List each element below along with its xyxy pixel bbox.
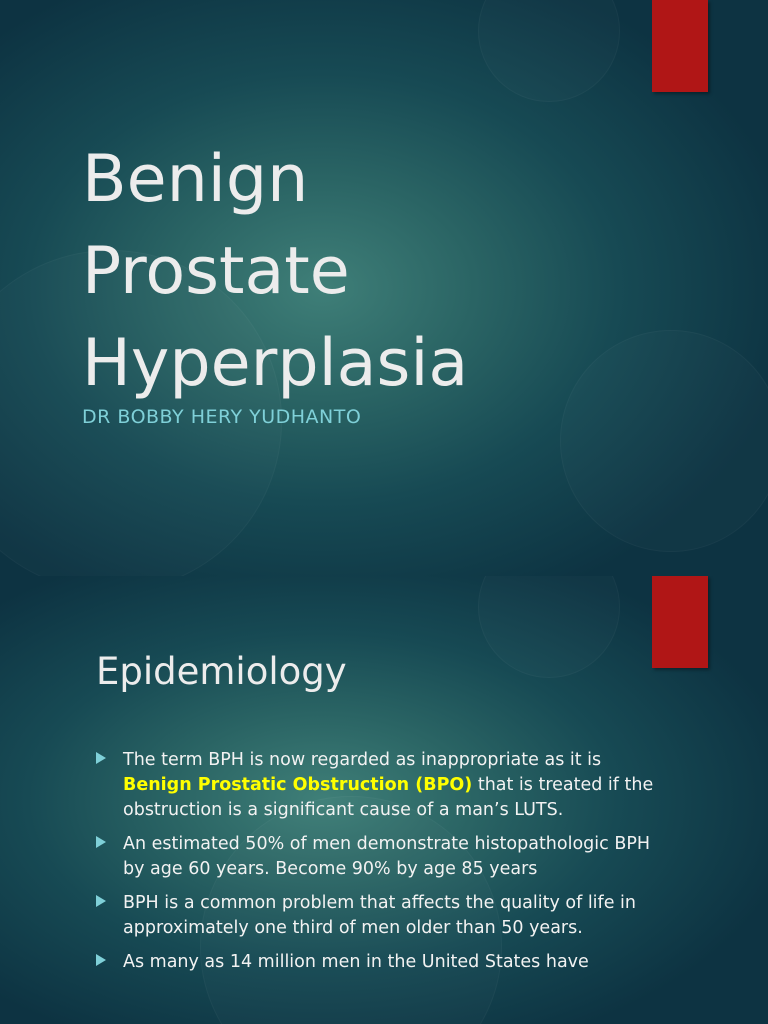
bullet-text: BPH is a common problem that affects the quality of life in approximately one third of men older than 50 years. (123, 893, 636, 938)
accent-bar (652, 0, 708, 92)
highlighted-term: Benign Prostatic Obstruction (BPO) (123, 775, 473, 795)
bullet-item (96, 950, 656, 975)
bullet-item (96, 832, 656, 882)
triangle-bullet-icon (96, 895, 106, 907)
triangle-bullet-icon (96, 752, 106, 764)
decorative-circle (478, 0, 620, 102)
bullet-text: The term BPH is now regarded as inappropriate as it is (123, 750, 602, 770)
bullet-text: As many as 14 million men in the United States have (123, 952, 589, 972)
bullet-item (96, 891, 656, 941)
accent-bar (652, 576, 708, 668)
decorative-circle (478, 576, 620, 678)
bullet-list (96, 748, 656, 984)
slide-title (82, 134, 642, 410)
bullet-item (96, 748, 656, 823)
bullet-text: that is treated if the obstruction is a significant cause of a man’s LUTS. (123, 775, 654, 820)
title-line: Prostate (82, 234, 350, 309)
triangle-bullet-icon (96, 836, 106, 848)
title-line: Benign (82, 142, 309, 217)
triangle-bullet-icon (96, 954, 106, 966)
title-line: Hyperplasia (82, 326, 469, 401)
slide-subtitle: DR BOBBY HERY YUDHANTO (82, 406, 362, 428)
content-slide (0, 576, 768, 1024)
bullet-text: An estimated 50% of men demonstrate histopathologic BPH by age 60 years. Become 90% by age 85 years (123, 834, 651, 879)
slide-heading: Epidemiology (96, 650, 347, 693)
